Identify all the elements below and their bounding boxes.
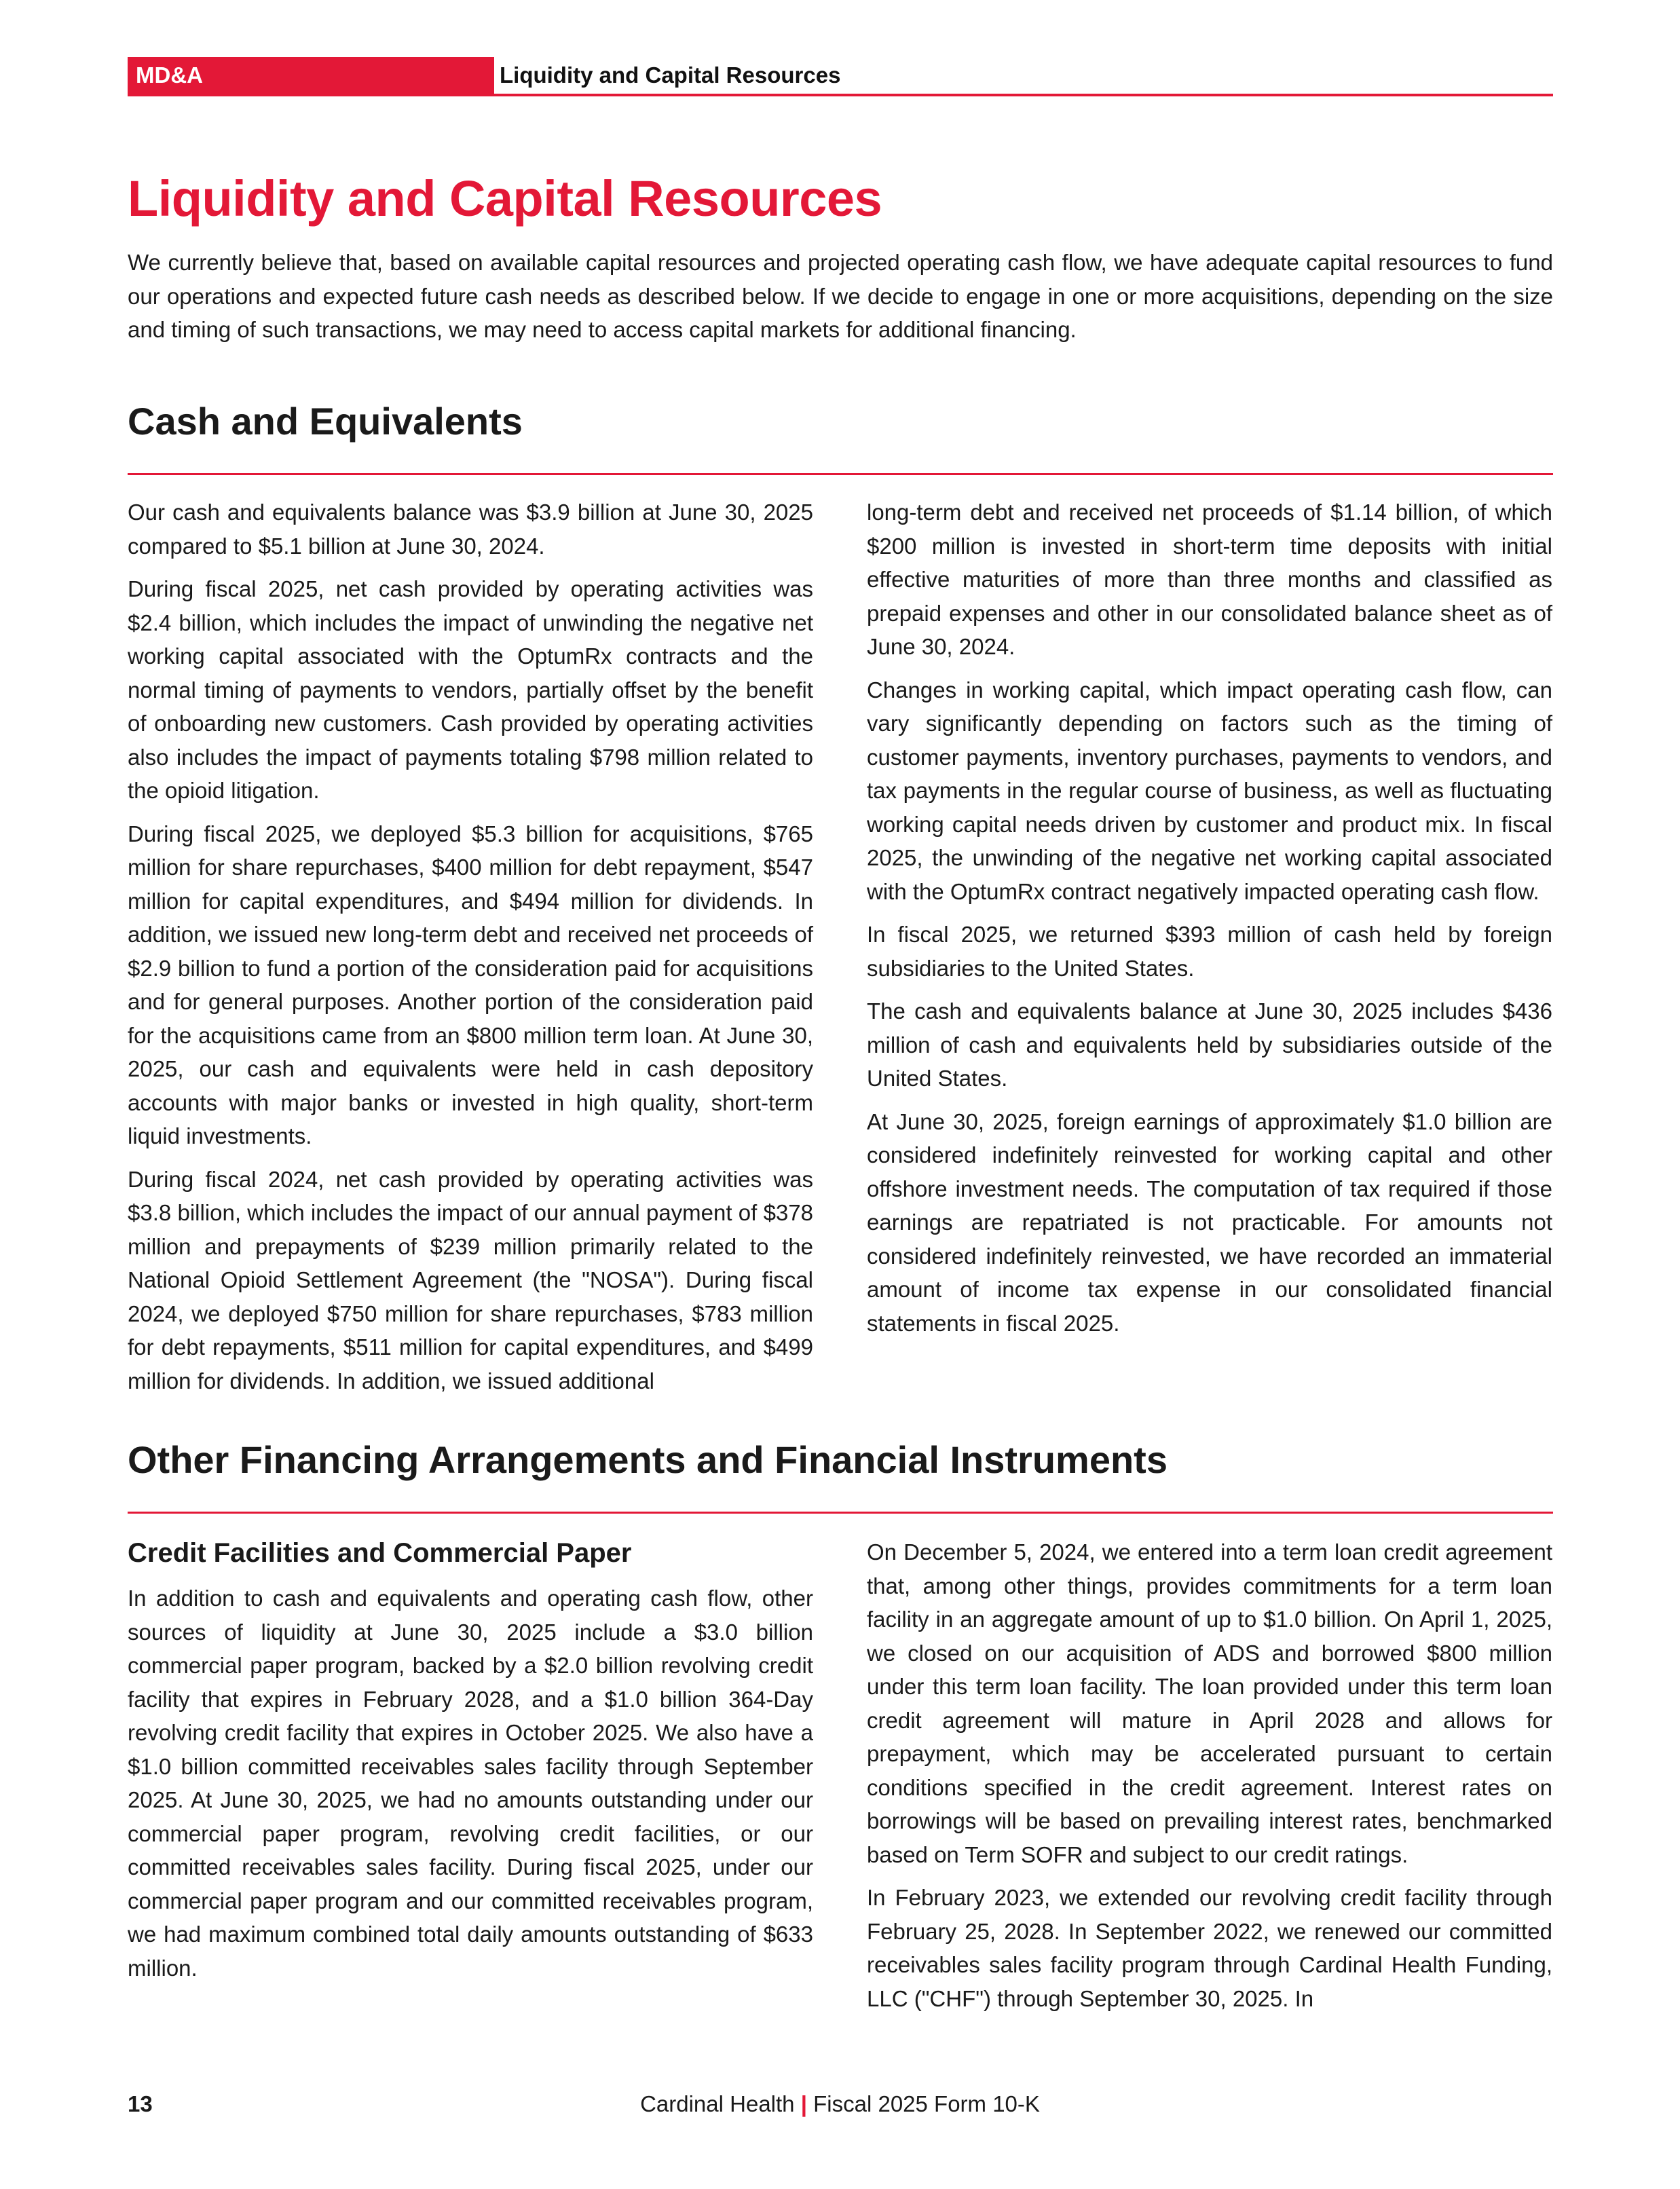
paragraph: On December 5, 2024, we entered into a term loan credit agreement that, among other things, provides commitments for a term loan facility in an aggregate amount of up to $1.0 billion. On April 1, 2025, we closed on our acquisition of ADS and borrowed $800 million under this term loan facility. The loan provided under this term loan credit agreement will mature in April 2028 and allows for prepayment, which may be accelerated pursuant to certain conditions specified in the credit agreement. Interest rates on borrowings will be based on prevailing interest rates, benchmarked based on Term SOFR and subject to our credit ratings. [867,1539,1552,1867]
footer-document-title [0,2091,1680,2118]
footer-document: Fiscal 2025 Form 10-K [813,2091,1040,2116]
financing-heading: Other Financing Arrangements and Financial Instruments [128,1438,1168,1481]
paragraph: Our cash and equivalents balance was $3.9 billion at June 30, 2025 compared to $5.1 billion at June 30, 2024. [128,500,813,559]
paragraph: In fiscal 2025, we returned $393 million of cash held by foreign subsidiaries to the United States. [867,922,1552,981]
paragraph: long-term debt and received net proceeds of $1.14 billion, of which $200 million is invested in short-term time deposits with initial effective maturities of more than three months and classified as prepaid expenses and other in our consolidated balance sheet as of June 30, 2024. [867,500,1552,659]
paragraph: The cash and equivalents balance at June 30, 2025 includes $436 million of cash and equivalents held by subsidiaries outside of the United States. [867,998,1552,1091]
running-header-title: Liquidity and Capital Resources [500,62,841,88]
paragraph: In February 2023, we extended our revolving credit facility through February 25, 2028. In September 2022, we renewed our committed receivables sales facility program through Cardinal Health Funding, LLC ("CHF") through September 30, 2025. In [867,1885,1552,2011]
cash-heading: Cash and Equivalents [128,400,523,443]
intro-paragraph: We currently believe that, based on available capital resources and projected operating cash flow, we have adequate capital resources to fund our operations and expected future cash needs as described below. If we decide to engage in one or more acquisitions, depending on the size and timing of such transactions, we may need to access capital markets for additional financing. [128,250,1553,342]
footer-company: Cardinal Health [640,2091,795,2116]
page-footer [0,2091,1680,2118]
paragraph: In addition to cash and equivalents and operating cash flow, other sources of liquidity at June 30, 2025 include a $3.0 billion commercial paper program, backed by a $2.0 billion revolving credit facility that expires in February 2028, and a $1.0 billion 364-Day revolving credit facility that expires in October 2025. We also have a $1.0 billion committed receivables sales facility through September 2025. At June 30, 2025, we had no amounts outstanding under our commercial paper program, revolving credit facilities, or our committed receivables sales facility. During fiscal 2025, under our commercial paper program and our committed receivables program, we had maximum combined total daily amounts outstanding of $633 million. [128,1586,813,1981]
financing-right-column [867,1535,1552,2025]
cash-left-column [128,495,813,1407]
paragraph: Changes in working capital, which impact operating cash flow, can vary significantly depending on factors such as the timing of customer payments, inventory purchases, payments to vendors, and tax payments in the regular course of business, as well as fluctuating working capital needs driven by customer and product mix. In fiscal 2025, the unwinding of the negative net working capital associated with the OptumRx contract negatively impacted operating cash flow. [867,677,1552,904]
header-rule [128,94,1553,96]
credit-facilities-subheading: Credit Facilities and Commercial Paper [128,1538,632,1568]
page-title: Liquidity and Capital Resources [128,170,882,227]
cash-right-column [867,495,1552,1349]
financing-heading-rule [128,1512,1553,1514]
page-number: 13 [128,2091,153,2116]
paragraph: During fiscal 2024, net cash provided by operating activities was $3.8 billion, which includes the impact of our annual payment of $378 million and prepayments of $239 million primarily related to the National Opioid Settlement Agreement (the "NOSA"). During fiscal 2024, we deployed $750 million for share repurchases, $783 million for debt repayments, $511 million for capital expenditures, and $499 million for dividends. In addition, we issued additional [128,1166,813,1393]
financing-left-column [128,1535,813,1994]
section-tag: MD&A [128,57,494,94]
cash-heading-rule [128,473,1553,475]
footer-separator: | [800,2091,807,2116]
paragraph: During fiscal 2025, we deployed $5.3 billion for acquisitions, $765 million for share repurchases, $400 million for debt repayment, $547 million for capital expenditures, and $494 million for dividends. In addition, we issued new long-term debt and received net proceeds of $2.9 billion to fund a portion of the consideration paid for acquisitions and for general purposes. Another portion of the consideration paid for the acquisitions came from an $800 million term loan. At June 30, 2025, our cash and equivalents were held in cash depository accounts with major banks or invested in high quality, short-term liquid investments. [128,821,813,1148]
paragraph: At June 30, 2025, foreign earnings of approximately $1.0 billion are considered indefinitely reinvested for working capital and other offshore investment needs. The computation of tax required if those earnings are repatriated is not practicable. For amounts not considered indefinitely reinvested, we have recorded an immaterial amount of income tax expense in our consolidated financial statements in fiscal 2025. [867,1108,1552,1336]
paragraph: During fiscal 2025, net cash provided by operating activities was $2.4 billion, which includes the impact of unwinding the negative net working capital associated with the OptumRx contracts and the normal timing of payments to vendors, partially offset by the benefit of onboarding new customers. Cash provided by operating activities also includes the impact of payments totaling $798 million related to the opioid litigation. [128,576,813,803]
running-header [128,57,1553,94]
